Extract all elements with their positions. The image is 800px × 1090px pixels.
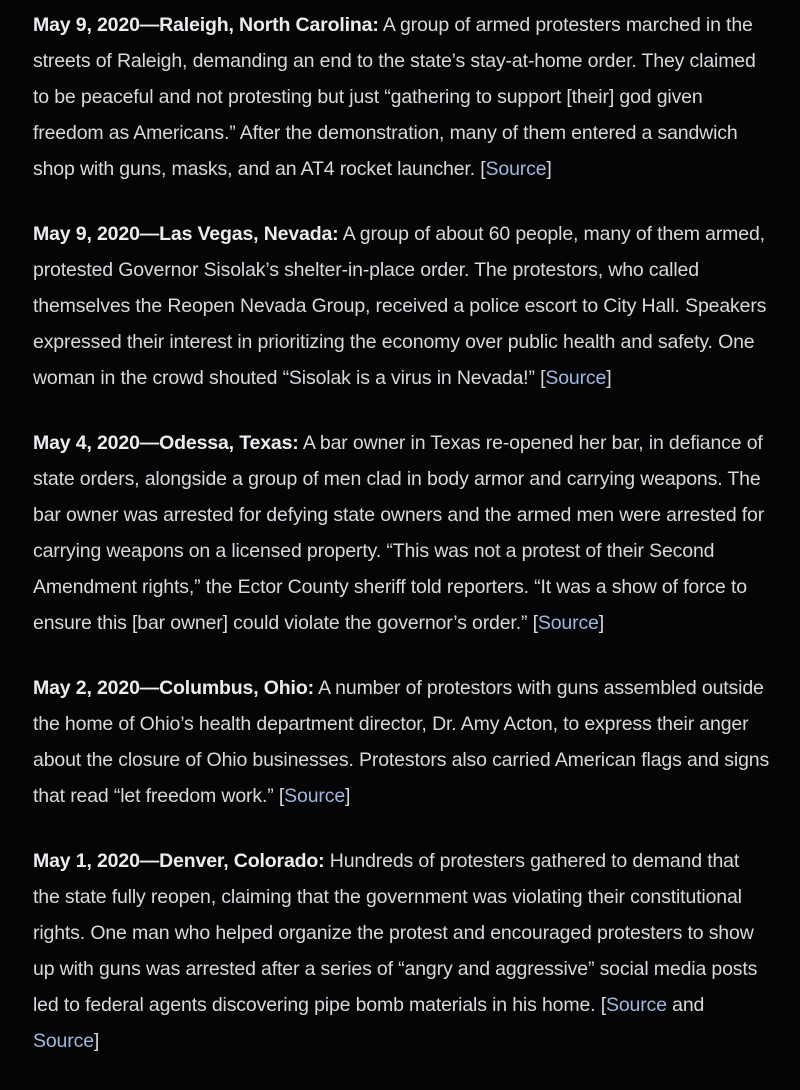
open-bracket: [ — [480, 158, 486, 180]
link-joiner: and — [666, 994, 705, 1016]
event-entry-raleigh — [33, 7, 770, 187]
source-link[interactable]: Source — [284, 785, 346, 807]
event-description: A number of protestors with guns assembled outside the home of Ohio’s health department director, Dr. Amy Acton, to express their anger about the closure of Ohio businesses. Protestors also carried American flags and signs that read “let freedom work.” — [33, 677, 770, 807]
event-description: Hundreds of protesters gathered to demand that the state fully reopen, claiming that the government was violating their constitutional rights. One man who helped organize the protest and encouraged protesters to show up with guns was arrested after a series of “angry and aggressive” social media posts led to federal agents discovering pipe bomb materials in his home. — [33, 850, 758, 1016]
event-heading: May 2, 2020—Columbus, Ohio: — [33, 677, 314, 699]
event-description: A bar owner in Texas re-opened her bar, in defiance of state orders, alongside a group of men clad in body armor and carrying weapons. The bar owner was arrested for defying state owners and the armed men were arrested for carrying weapons on a licensed property. “This was not a protest of their Second Amendment rights,” the Ector County sheriff told reporters. “It was a show of force to ensure this [bar owner] could violate the governor’s order.” — [33, 432, 765, 634]
event-heading: May 9, 2020—Las Vegas, Nevada: — [33, 223, 339, 245]
open-bracket: [ — [600, 994, 606, 1016]
source-link[interactable]: Source — [605, 994, 667, 1016]
open-bracket: [ — [532, 612, 538, 634]
close-bracket: ] — [598, 612, 605, 634]
event-entry-columbus — [33, 670, 770, 814]
event-entry-denver — [33, 843, 770, 1059]
source-link[interactable]: Source — [537, 612, 599, 634]
event-description: A group of about 60 people, many of them armed, protested Governor Sisolak’s shelter-in-place order. The protestors, who called themselves the Reopen Nevada Group, received a police escort to City Hall. Speakers expressed their interest in prioritizing the economy over public health and safety. One woman in the crowd shouted “Sisolak is a virus in Nevada!” — [33, 223, 767, 389]
open-bracket: [ — [540, 367, 546, 389]
source-link[interactable]: Source — [485, 158, 547, 180]
event-heading: May 4, 2020—Odessa, Texas: — [33, 432, 299, 454]
source-link-2[interactable]: Source — [33, 1030, 94, 1052]
close-bracket: ] — [606, 367, 612, 389]
event-heading: May 1, 2020—Denver, Colorado: — [33, 850, 325, 872]
close-bracket: ] — [93, 1030, 100, 1052]
close-bracket: ] — [546, 158, 552, 180]
close-bracket: ] — [345, 785, 351, 807]
event-heading: May 9, 2020—Raleigh, North Carolina: — [33, 14, 379, 36]
event-entry-las-vegas — [33, 216, 770, 396]
source-link[interactable]: Source — [545, 367, 607, 389]
open-bracket: [ — [278, 785, 285, 807]
event-entry-odessa — [33, 425, 770, 641]
event-description: A group of armed protesters marched in the streets of Raleigh, demanding an end to the state’s stay-at-home order. They claimed to be peaceful and not protesting but just “gathering to support [their] god given freedom as Americans.” After the demonstration, many of them entered a sandwich shop with guns, masks, and an AT4 rocket launcher. — [33, 14, 756, 180]
